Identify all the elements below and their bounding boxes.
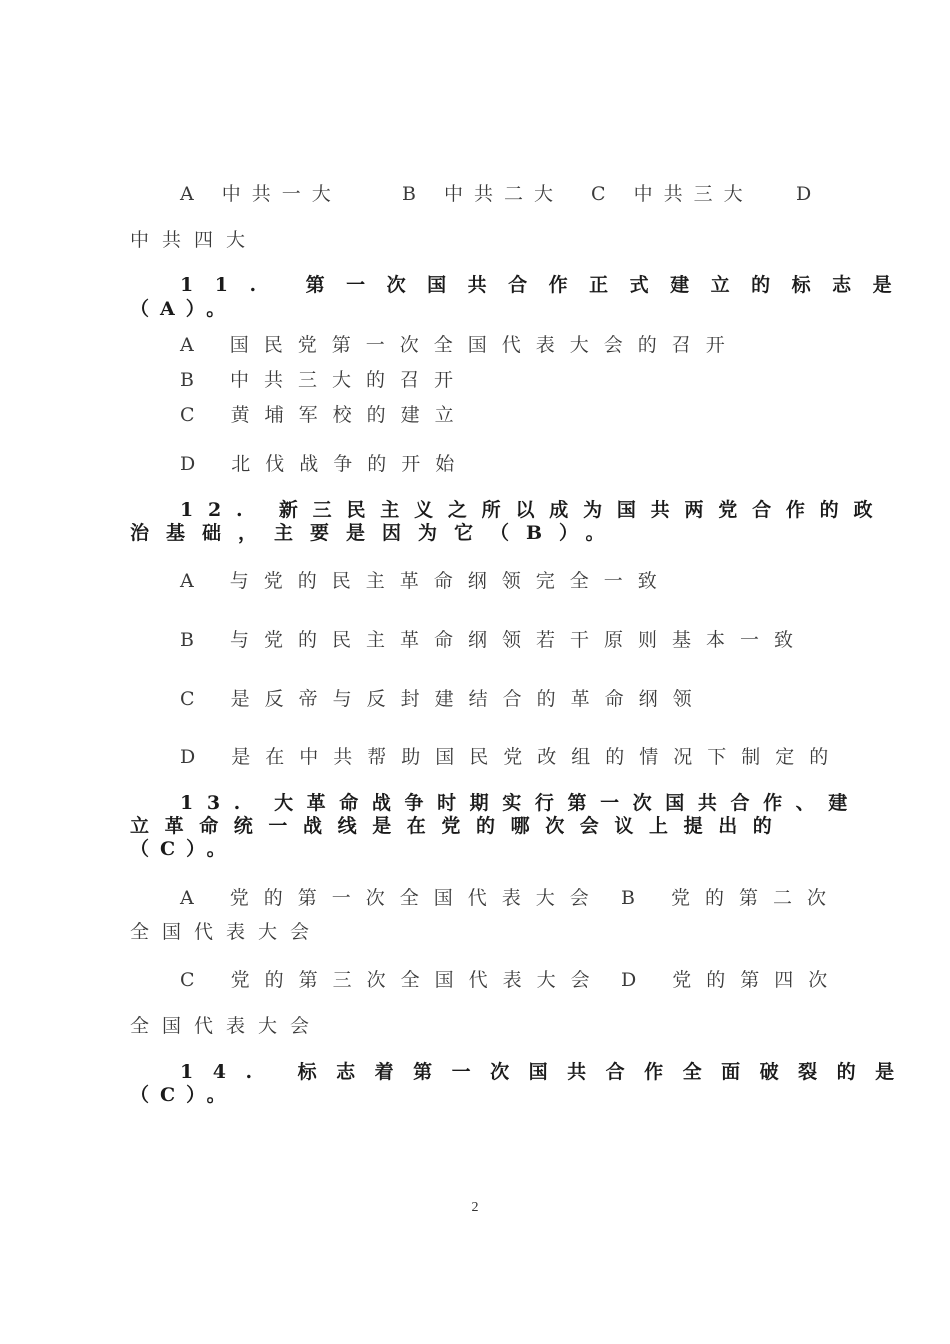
q10-option-d-letter: D — [796, 183, 812, 205]
page-number: 2 — [471, 1200, 479, 1215]
q11-option-d: D 北伐战争的开始 — [180, 453, 470, 475]
q13-stem-line-1: 13. 大革命战争时期实行第一次国共合作、建 — [180, 792, 861, 814]
q13-option-d-wrap: 全国代表大会 — [130, 1015, 323, 1037]
q13-option-d: D 党的第四次 — [621, 969, 843, 991]
q13-option-a: A 党的第一次全国代表大会 — [180, 887, 604, 909]
q14-stem-line-2: （C）。 — [130, 1084, 237, 1106]
q10-option-a: A 中共一大 — [180, 183, 342, 205]
q10-option-b: B 中共二大 — [402, 183, 565, 205]
q13-options-cd — [180, 969, 843, 991]
q13-options-ab — [180, 887, 842, 909]
q12-stem-line-1: 12. 新三民主义之所以成为国共两党合作的政 — [180, 499, 888, 521]
q10-option-d-wrap: 中共四大 — [130, 229, 259, 251]
q12-option-a: A 与党的民主革命纲领完全一致 — [180, 570, 672, 592]
q11-option-a: A 国民党第一次全国代表大会的召开 — [180, 334, 740, 356]
q12-option-b: B 与党的民主革命纲领若干原则基本一致 — [180, 629, 809, 651]
q13-option-b-wrap: 全国代表大会 — [130, 921, 323, 943]
q13-stem-line-3: （C）。 — [130, 838, 237, 860]
q10-options-line — [180, 183, 815, 205]
q13-option-c: C 党的第三次全国代表大会 — [180, 969, 605, 991]
q12-option-d: D 是在中共帮助国民党改组的情况下制定的 — [180, 746, 844, 768]
q11-stem-line-2: （A）。 — [130, 298, 237, 320]
q11-stem-line-1: 11. 第一次国共合作正式建立的标志是 — [180, 274, 914, 296]
q11-option-c: C 黄埔军校的建立 — [180, 404, 469, 426]
q12-option-c: C 是反帝与反封建结合的革命纲领 — [180, 688, 707, 710]
q14-stem-line-1: 14. 标志着第一次国共合作全面破裂的是 — [180, 1061, 914, 1083]
q12-stem-line-2: 治基础，主要是因为它（B）。 — [130, 522, 622, 544]
q13-stem-line-2: 立革命统一战线是在党的哪次会议上提出的 — [130, 815, 788, 837]
q11-option-b: B 中共三大的召开 — [180, 369, 469, 391]
q13-option-b: B 党的第二次 — [621, 887, 842, 909]
q10-option-c: C 中共三大 — [591, 183, 754, 205]
